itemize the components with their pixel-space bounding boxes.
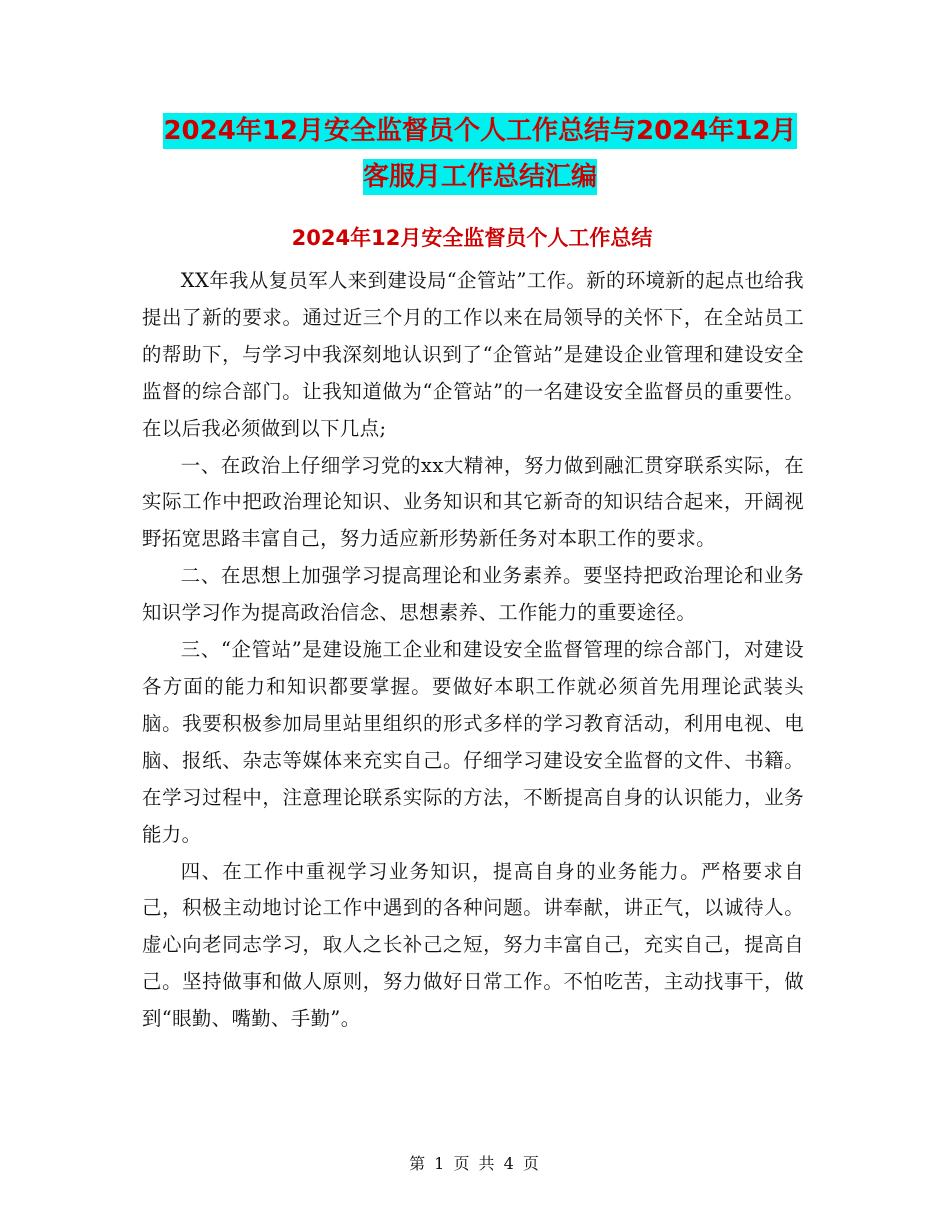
paragraph: 四、在工作中重视学习业务知识，提高自身的业务能力。严格要求自己，积极主动地讨论工作中遇到的各种问题。讲奉献，讲正气，以诚待人。虚心向老同志学习，取人之长补己之短，努力丰富自己，充实自己，提高自己。坚持做事和做人原则，努力做好日常工作。不怕吃苦，主动找事干，做到“眼勤、嘴勤、手勤”。 [142, 859, 804, 1031]
document-title [150, 108, 810, 200]
paragraph: XX年我从复员军人来到建设局“企管站”工作。新的环境新的起点也给我提出了新的要求。通过近三个月的工作以来在局领导的关怀下，在全站员工的帮助下，与学习中我深刻地认识到了“企管站”是建设企业管理和建设安全监督的综合部门。让我知道做为“企管站”的一名建设安全监督员的重要性。在以后我必须做到以下几点; [142, 269, 804, 440]
paragraph: 三、“企管站”是建设施工企业和建设安全监督管理的综合部门，对建设各方面的能力和知识都要掌握。要做好本职工作就必须首先用理论武装头脑。我要积极参加局里站里组织的形式多样的学习教育活动，利用电视、电脑、报纸、杂志等媒体来充实自己。仔细学习建设安全监督的文件、书籍。在学习过程中，注意理论联系实际的方法，不断提高自身的认识能力，业务能力。 [142, 638, 804, 846]
paragraph: 一、在政治上仔细学习党的xx大精神，努力做到融汇贯穿联系实际，在实际工作中把政治理论知识、业务知识和其它新奇的知识结合起来，开阔视野拓宽思路丰富自己，努力适应新形势新任务对本职工作的要求。 [142, 453, 804, 551]
title-line-2: 客服月工作总结汇编 [363, 159, 597, 195]
paragraph: 二、在思想上加强学习提高理论和业务素养。要坚持把政治理论和业务知识学习作为提高政治信念、思想素养、工作能力的重要途径。 [142, 564, 804, 625]
body-text [142, 263, 804, 1038]
section-title: 2024年12月安全监督员个人工作总结 [291, 226, 653, 250]
title-line-1: 2024年12月安全监督员个人工作总结与2024年12月 [163, 113, 796, 149]
page-footer: 第 1 页 共 4 页 [409, 1154, 541, 1173]
